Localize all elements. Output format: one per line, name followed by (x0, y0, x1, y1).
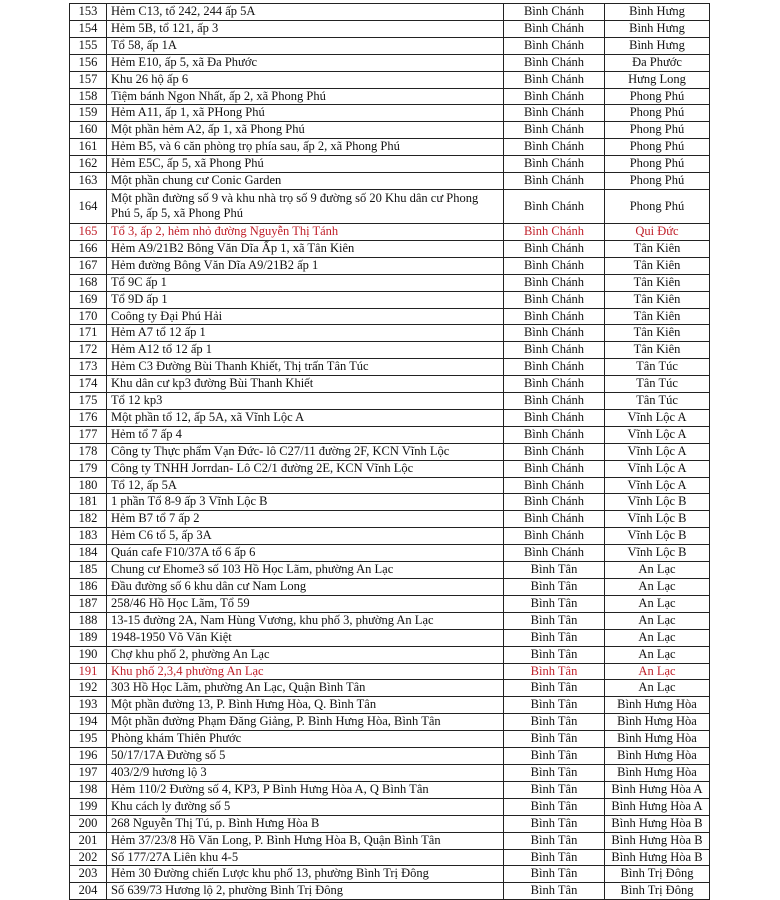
table-row (70, 4, 710, 21)
address-cell: Khu 26 hộ ấp 6 (107, 71, 504, 88)
row-number: 159 (70, 105, 107, 122)
district-cell: Bình Tân (504, 579, 605, 596)
row-number: 170 (70, 308, 107, 325)
district-cell: Bình Chánh (504, 376, 605, 393)
row-number: 198 (70, 781, 107, 798)
ward-cell: Phong Phú (605, 139, 710, 156)
ward-cell: Hưng Long (605, 71, 710, 88)
district-cell: Bình Chánh (504, 20, 605, 37)
ward-cell: An Lạc (605, 579, 710, 596)
ward-cell: Bình Hưng (605, 20, 710, 37)
ward-cell: Bình Hưng Hòa (605, 714, 710, 731)
ward-cell: Phong Phú (605, 189, 710, 223)
table-row (70, 663, 710, 680)
district-cell: Bình Chánh (504, 139, 605, 156)
row-number: 163 (70, 173, 107, 190)
address-cell: Coông ty Đại Phú Hải (107, 308, 504, 325)
row-number: 200 (70, 815, 107, 832)
row-number: 203 (70, 866, 107, 883)
ward-cell: An Lạc (605, 562, 710, 579)
table-row (70, 477, 710, 494)
row-number: 199 (70, 798, 107, 815)
district-cell: Bình Tân (504, 798, 605, 815)
address-cell: Hẻm đường Bông Văn Dĩa A9/21B2 ấp 1 (107, 257, 504, 274)
district-cell: Bình Tân (504, 849, 605, 866)
row-number: 204 (70, 883, 107, 900)
district-cell: Bình Tân (504, 595, 605, 612)
row-number: 202 (70, 849, 107, 866)
address-cell: Chợ khu phố 2, phường An Lạc (107, 646, 504, 663)
table-row (70, 579, 710, 596)
row-number: 166 (70, 240, 107, 257)
address-cell: 1948-1950 Võ Văn Kiệt (107, 629, 504, 646)
district-cell: Bình Chánh (504, 173, 605, 190)
table-row (70, 156, 710, 173)
address-cell: 1 phần Tổ 8-9 ấp 3 Vĩnh Lộc B (107, 494, 504, 511)
row-number: 162 (70, 156, 107, 173)
table-row (70, 494, 710, 511)
row-number: 164 (70, 189, 107, 223)
row-number: 179 (70, 460, 107, 477)
row-number: 178 (70, 443, 107, 460)
row-number: 154 (70, 20, 107, 37)
ward-cell: Phong Phú (605, 122, 710, 139)
row-number: 182 (70, 511, 107, 528)
row-number: 157 (70, 71, 107, 88)
table-row (70, 714, 710, 731)
row-number: 193 (70, 697, 107, 714)
row-number: 161 (70, 139, 107, 156)
table-row (70, 325, 710, 342)
address-cell: Đầu đường số 6 khu dân cư Nam Long (107, 579, 504, 596)
row-number: 167 (70, 257, 107, 274)
table-row (70, 139, 710, 156)
ward-cell: Tân Kiên (605, 325, 710, 342)
address-cell: Một phần hẻm A2, ấp 1, xã Phong Phú (107, 122, 504, 139)
row-number: 158 (70, 88, 107, 105)
row-number: 172 (70, 342, 107, 359)
ward-cell: Tân Túc (605, 393, 710, 410)
table-row (70, 798, 710, 815)
district-cell: Bình Chánh (504, 528, 605, 545)
row-number: 189 (70, 629, 107, 646)
address-cell: Hẻm A11, ấp 1, xã PHong Phú (107, 105, 504, 122)
address-cell: Tổ 9C ấp 1 (107, 274, 504, 291)
table-row (70, 849, 710, 866)
district-cell: Bình Chánh (504, 240, 605, 257)
table-row (70, 612, 710, 629)
table-row (70, 528, 710, 545)
district-cell: Bình Tân (504, 815, 605, 832)
ward-cell: Tân Túc (605, 359, 710, 376)
address-cell: Tổ 3, ấp 2, hẻm nhỏ đường Nguyễn Thị Tánh (107, 223, 504, 240)
address-cell: Hẻm C6 tổ 5, ấp 3A (107, 528, 504, 545)
table-row (70, 443, 710, 460)
district-cell: Bình Tân (504, 883, 605, 900)
district-cell: Bình Chánh (504, 325, 605, 342)
row-number: 160 (70, 122, 107, 139)
ward-cell: Vĩnh Lộc A (605, 426, 710, 443)
district-cell: Bình Chánh (504, 460, 605, 477)
ward-cell: Bình Trị Đông (605, 883, 710, 900)
ward-cell: Bình Hưng Hòa (605, 764, 710, 781)
district-cell: Bình Chánh (504, 426, 605, 443)
table-row (70, 748, 710, 765)
district-cell: Bình Chánh (504, 4, 605, 21)
table-row (70, 342, 710, 359)
ward-cell: Bình Hưng Hòa B (605, 832, 710, 849)
address-cell: Hẻm 5B, tổ 121, ấp 3 (107, 20, 504, 37)
ward-cell: Vĩnh Lộc A (605, 409, 710, 426)
row-number: 177 (70, 426, 107, 443)
table-row (70, 731, 710, 748)
ward-cell: Đa Phước (605, 54, 710, 71)
ward-cell: Bình Trị Đông (605, 866, 710, 883)
row-number: 185 (70, 562, 107, 579)
table-row (70, 257, 710, 274)
address-cell: Hẻm A9/21B2 Bông Văn Dĩa Ấp 1, xã Tân Kiên (107, 240, 504, 257)
row-number: 190 (70, 646, 107, 663)
table-row (70, 545, 710, 562)
table-row (70, 409, 710, 426)
table-row (70, 646, 710, 663)
ward-cell: Tân Kiên (605, 257, 710, 274)
ward-cell: Bình Hưng Hòa A (605, 798, 710, 815)
address-cell: Công ty Thực phẩm Vạn Đức- lô C27/11 đường 2F, KCN Vĩnh Lộc (107, 443, 504, 460)
address-cell: 50/17/17A Đường số 5 (107, 748, 504, 765)
row-number: 186 (70, 579, 107, 596)
district-cell: Bình Tân (504, 714, 605, 731)
district-cell: Bình Tân (504, 731, 605, 748)
table-row (70, 781, 710, 798)
district-cell: Bình Chánh (504, 494, 605, 511)
ward-cell: Phong Phú (605, 88, 710, 105)
address-cell: Một phần đường số 9 và khu nhà trọ số 9 đường số 20 Khu dân cư Phong Phú 5, ấp 5, xã Phong Phú (107, 189, 504, 223)
district-cell: Bình Chánh (504, 409, 605, 426)
address-cell: Số 639/73 Hương lộ 2, phường Bình Trị Đông (107, 883, 504, 900)
table-row (70, 883, 710, 900)
table-row (70, 460, 710, 477)
row-number: 171 (70, 325, 107, 342)
table-row (70, 189, 710, 223)
address-cell: Tổ 58, ấp 1A (107, 37, 504, 54)
table-row (70, 274, 710, 291)
district-cell: Bình Chánh (504, 54, 605, 71)
district-cell: Bình Chánh (504, 359, 605, 376)
ward-cell: Vĩnh Lộc A (605, 443, 710, 460)
row-number: 197 (70, 764, 107, 781)
row-number: 201 (70, 832, 107, 849)
district-cell: Bình Tân (504, 663, 605, 680)
table-row (70, 240, 710, 257)
address-cell: Tổ 12, ấp 5A (107, 477, 504, 494)
district-cell: Bình Chánh (504, 88, 605, 105)
address-cell: Số 177/27A Liên khu 4-5 (107, 849, 504, 866)
table-row (70, 595, 710, 612)
address-cell: Hẻm A7 tổ 12 ấp 1 (107, 325, 504, 342)
table-body (70, 4, 710, 900)
district-cell: Bình Chánh (504, 342, 605, 359)
district-cell: Bình Chánh (504, 545, 605, 562)
district-cell: Bình Tân (504, 832, 605, 849)
address-cell: Một phần tổ 12, ấp 5A, xã Vĩnh Lộc A (107, 409, 504, 426)
table-row (70, 291, 710, 308)
address-cell: Hẻm E10, ấp 5, xã Đa Phước (107, 54, 504, 71)
address-cell: Một phần chung cư Conic Garden (107, 173, 504, 190)
district-cell: Bình Chánh (504, 477, 605, 494)
district-cell: Bình Chánh (504, 274, 605, 291)
district-cell: Bình Chánh (504, 156, 605, 173)
table-row (70, 629, 710, 646)
address-cell: Hẻm E5C, ấp 5, xã Phong Phú (107, 156, 504, 173)
table-row (70, 359, 710, 376)
ward-cell: Bình Hưng Hòa B (605, 815, 710, 832)
address-cell: Hẻm 30 Đường chiến Lược khu phố 13, phường Bình Trị Đông (107, 866, 504, 883)
ward-cell: An Lạc (605, 680, 710, 697)
row-number: 174 (70, 376, 107, 393)
table-row (70, 376, 710, 393)
ward-cell: Phong Phú (605, 173, 710, 190)
table-row (70, 105, 710, 122)
district-cell: Bình Tân (504, 866, 605, 883)
district-cell: Bình Tân (504, 612, 605, 629)
address-cell: Hẻm C13, tổ 242, 244 ấp 5A (107, 4, 504, 21)
district-cell: Bình Chánh (504, 308, 605, 325)
document-page (69, 3, 710, 900)
district-cell: Bình Tân (504, 629, 605, 646)
address-cell: Quán cafe F10/37A tổ 6 ấp 6 (107, 545, 504, 562)
address-cell: 258/46 Hồ Học Lãm, Tổ 59 (107, 595, 504, 612)
ward-cell: Bình Hưng Hòa (605, 748, 710, 765)
address-cell: Khu cách ly đường số 5 (107, 798, 504, 815)
row-number: 176 (70, 409, 107, 426)
address-cell: 268 Nguyễn Thị Tú, p. Bình Hưng Hòa B (107, 815, 504, 832)
address-cell: Khu dân cư kp3 đường Bùi Thanh Khiết (107, 376, 504, 393)
district-cell: Bình Chánh (504, 223, 605, 240)
table-row (70, 393, 710, 410)
row-number: 192 (70, 680, 107, 697)
district-cell: Bình Tân (504, 748, 605, 765)
ward-cell: Phong Phú (605, 156, 710, 173)
ward-cell: Bình Hưng Hòa B (605, 849, 710, 866)
row-number: 183 (70, 528, 107, 545)
table-row (70, 562, 710, 579)
row-number: 153 (70, 4, 107, 21)
address-cell: Hẻm A12 tổ 12 ấp 1 (107, 342, 504, 359)
table-row (70, 122, 710, 139)
row-number: 188 (70, 612, 107, 629)
table-row (70, 832, 710, 849)
district-cell: Bình Chánh (504, 291, 605, 308)
row-number: 155 (70, 37, 107, 54)
ward-cell: An Lạc (605, 646, 710, 663)
table-row (70, 20, 710, 37)
ward-cell: An Lạc (605, 663, 710, 680)
address-cell: Tổ 12 kp3 (107, 393, 504, 410)
ward-cell: Qui Đức (605, 223, 710, 240)
row-number: 169 (70, 291, 107, 308)
table-row (70, 71, 710, 88)
ward-cell: Vĩnh Lộc B (605, 545, 710, 562)
row-number: 184 (70, 545, 107, 562)
row-number: 168 (70, 274, 107, 291)
address-cell: Tiệm bánh Ngon Nhất, ấp 2, xã Phong Phú (107, 88, 504, 105)
address-cell: Chung cư Ehome3 số 103 Hồ Học Lãm, phường An Lạc (107, 562, 504, 579)
ward-cell: Bình Hưng (605, 4, 710, 21)
district-cell: Bình Chánh (504, 71, 605, 88)
district-cell: Bình Chánh (504, 443, 605, 460)
ward-cell: Bình Hưng (605, 37, 710, 54)
ward-cell: Tân Kiên (605, 274, 710, 291)
ward-cell: Tân Túc (605, 376, 710, 393)
ward-cell: An Lạc (605, 629, 710, 646)
row-number: 195 (70, 731, 107, 748)
table-row (70, 308, 710, 325)
ward-cell: Vĩnh Lộc B (605, 528, 710, 545)
ward-cell: Vĩnh Lộc B (605, 511, 710, 528)
table-row (70, 223, 710, 240)
address-cell: Hẻm B7 tổ 7 ấp 2 (107, 511, 504, 528)
district-cell: Bình Chánh (504, 105, 605, 122)
ward-cell: Vĩnh Lộc B (605, 494, 710, 511)
row-number: 180 (70, 477, 107, 494)
ward-cell: Tân Kiên (605, 240, 710, 257)
district-cell: Bình Chánh (504, 189, 605, 223)
table-row (70, 88, 710, 105)
district-cell: Bình Chánh (504, 393, 605, 410)
table-row (70, 37, 710, 54)
address-cell: Hẻm B5, và 6 căn phòng trọ phía sau, ấp 2, xã Phong Phú (107, 139, 504, 156)
ward-cell: Bình Hưng Hòa A (605, 781, 710, 798)
ward-cell: Tân Kiên (605, 308, 710, 325)
row-number: 194 (70, 714, 107, 731)
address-cell: Tổ 9D ấp 1 (107, 291, 504, 308)
district-cell: Bình Chánh (504, 257, 605, 274)
row-number: 196 (70, 748, 107, 765)
location-table (69, 3, 710, 900)
table-row (70, 173, 710, 190)
district-cell: Bình Chánh (504, 122, 605, 139)
row-number: 173 (70, 359, 107, 376)
address-cell: 13-15 đường 2A, Nam Hùng Vương, khu phố 3, phường An Lạc (107, 612, 504, 629)
address-cell: Phòng khám Thiên Phước (107, 731, 504, 748)
table-row (70, 697, 710, 714)
row-number: 181 (70, 494, 107, 511)
table-row (70, 680, 710, 697)
table-row (70, 764, 710, 781)
table-row (70, 511, 710, 528)
row-number: 191 (70, 663, 107, 680)
row-number: 187 (70, 595, 107, 612)
ward-cell: Bình Hưng Hòa (605, 731, 710, 748)
table-row (70, 866, 710, 883)
district-cell: Bình Tân (504, 781, 605, 798)
ward-cell: Phong Phú (605, 105, 710, 122)
district-cell: Bình Chánh (504, 511, 605, 528)
ward-cell: Vĩnh Lộc A (605, 477, 710, 494)
address-cell: Một phần đường Phạm Đăng Giảng, P. Bình Hưng Hòa, Bình Tân (107, 714, 504, 731)
address-cell: 403/2/9 hương lộ 3 (107, 764, 504, 781)
table-row (70, 426, 710, 443)
district-cell: Bình Tân (504, 680, 605, 697)
address-cell: Khu phố 2,3,4 phường An Lạc (107, 663, 504, 680)
ward-cell: Tân Kiên (605, 342, 710, 359)
row-number: 156 (70, 54, 107, 71)
district-cell: Bình Tân (504, 646, 605, 663)
table-row (70, 54, 710, 71)
ward-cell: Bình Hưng Hòa (605, 697, 710, 714)
address-cell: Hẻm 110/2 Đường số 4, KP3, P Bình Hưng Hòa A, Q Bình Tân (107, 781, 504, 798)
address-cell: Một phần đường 13, P. Bình Hưng Hòa, Q. Bình Tân (107, 697, 504, 714)
table-row (70, 815, 710, 832)
row-number: 165 (70, 223, 107, 240)
address-cell: Hẻm 37/23/8 Hồ Văn Long, P. Bình Hưng Hòa B, Quận Bình Tân (107, 832, 504, 849)
district-cell: Bình Chánh (504, 37, 605, 54)
row-number: 175 (70, 393, 107, 410)
district-cell: Bình Tân (504, 562, 605, 579)
district-cell: Bình Tân (504, 764, 605, 781)
ward-cell: An Lạc (605, 612, 710, 629)
address-cell: Hẻm C3 Đường Bùi Thanh Khiết, Thị trấn Tân Túc (107, 359, 504, 376)
district-cell: Bình Tân (504, 697, 605, 714)
ward-cell: Vĩnh Lộc A (605, 460, 710, 477)
address-cell: Hẻm tổ 7 ấp 4 (107, 426, 504, 443)
ward-cell: An Lạc (605, 595, 710, 612)
address-cell: 303 Hồ Học Lãm, phường An Lạc, Quận Bình Tân (107, 680, 504, 697)
ward-cell: Tân Kiên (605, 291, 710, 308)
address-cell: Công ty TNHH Jorrdan- Lô C2/1 đường 2E, KCN Vĩnh Lộc (107, 460, 504, 477)
